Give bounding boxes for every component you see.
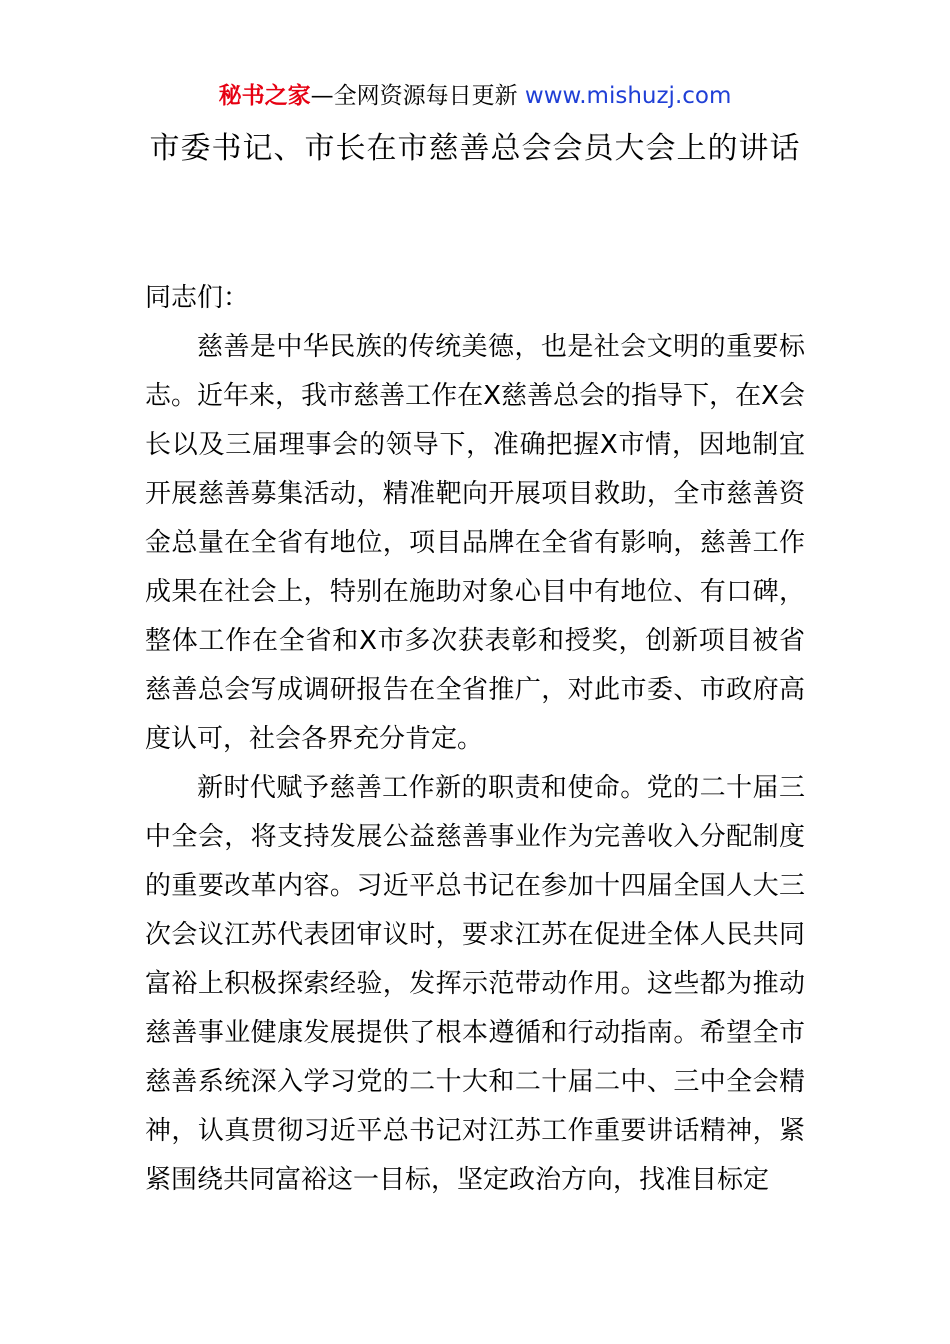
site-url-link[interactable]: www.mishuzj.com	[524, 83, 732, 109]
site-header	[0, 78, 950, 114]
header-tagline: —全网资源每日更新	[310, 83, 525, 109]
document-title: 市委书记、市长在市慈善总会会员大会上的讲话	[149, 131, 801, 166]
salutation: 同志们：	[145, 283, 250, 313]
paragraph-2: 新时代赋予慈善工作新的职责和使命。党的二十届三中全会，将支持发展公益慈善事业作为完善收入分配制度的重要改革内容。习近平总书记在参加十四届全国人大三次会议江苏代表团审议时，要求江苏在促进全体人民共同富裕上积极探索经验，发挥示范带动作用。这些都为推动慈善事业健康发展提供了根本遵循和行动指南。希望全市慈善系统深入学习党的二十大和二十届二中、三中全会精神，认真贯彻习近平总书记对江苏工作重要讲话精神，紧紧围绕共同富裕这一目标，坚定政治方向，找准目标定	[145, 773, 805, 1195]
paragraph-1: 慈善是中华民族的传统美德，也是社会文明的重要标志。近年来，我市慈善工作在X慈善总会的指导下，在X会长以及三届理事会的领导下，准确把握X市情，因地制宜开展慈善募集活动，精准靶向开展项目救助，全市慈善资金总量在全省有地位，项目品牌在全省有影响，慈善工作成果在社会上，特别在施助对象心目中有地位、有口碑，整体工作在全省和X市多次获表彰和授奖，创新项目被省慈善总会写成调研报告在全省推广，对此市委、市政府高度认可，社会各界充分肯定。	[145, 332, 805, 754]
brand-name: 秘书之家	[218, 83, 311, 109]
document-body	[145, 274, 805, 1205]
